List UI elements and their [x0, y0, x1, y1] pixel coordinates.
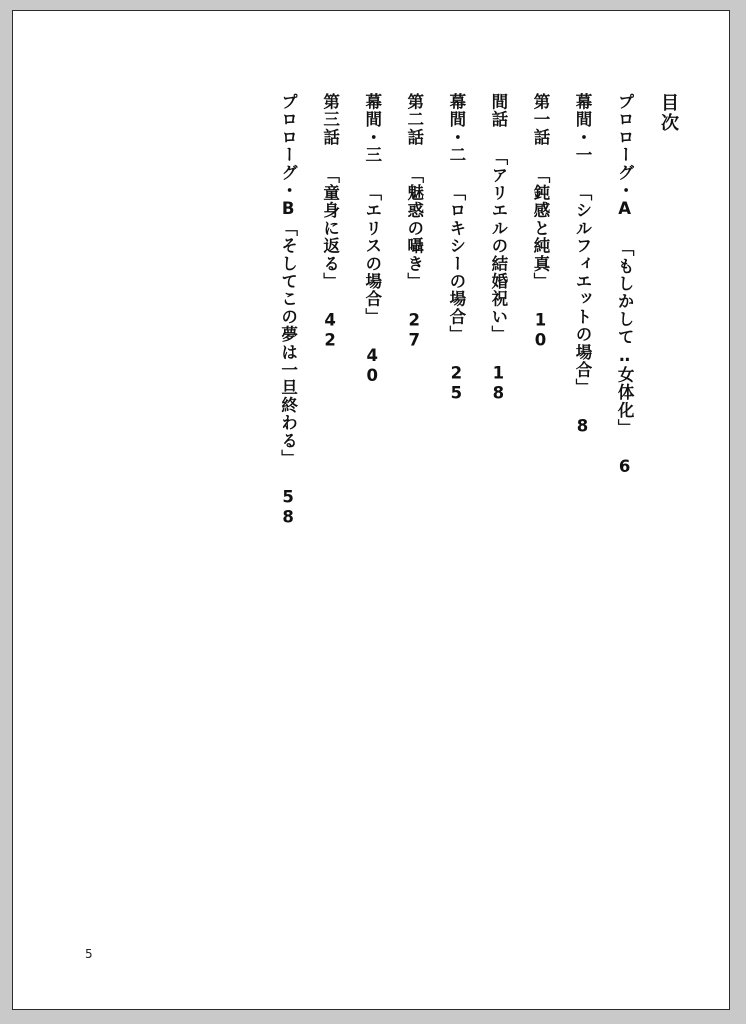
toc-entry-page: 8: [573, 416, 593, 437]
toc-entry-page: 18: [488, 363, 508, 404]
toc-entry-page: 40: [362, 345, 382, 387]
toc-entry-label: プロローグ・B「そしてこの夢は一旦終わる」: [278, 93, 298, 468]
table-of-contents: [267, 93, 691, 893]
toc-entry-label: 第三話 「童身に返る」: [320, 93, 340, 291]
toc-entry-page: 10: [530, 310, 550, 351]
toc-entry[interactable]: [561, 93, 603, 893]
toc-entry[interactable]: [435, 93, 477, 893]
toc-entry-page: 58: [278, 487, 298, 528]
document-page: [12, 10, 730, 1010]
toc-entry-label: 第一話 「鈍感と純真」: [530, 93, 550, 291]
toc-entry-label: 幕間・一 「シルフィエットの場合」: [573, 93, 593, 397]
toc-entry-label: 幕間・三 「エリスの場合」: [362, 93, 382, 326]
toc-entry-label: 幕間・二 「ロキシーの場合」: [446, 93, 466, 344]
toc-entry[interactable]: [309, 93, 351, 893]
toc-entry[interactable]: [267, 93, 309, 893]
toc-entry[interactable]: [477, 93, 519, 893]
toc-entry-page: 25: [446, 363, 466, 404]
toc-heading: 目次: [658, 93, 679, 133]
toc-entry-page: 42: [320, 310, 340, 351]
toc-entry-label: 間話 「アリエルの結婚祝い」: [488, 93, 508, 344]
toc-entry-label: プロローグ・A 「もしかして‥女体化」: [615, 93, 635, 437]
toc-entry[interactable]: [519, 93, 561, 893]
toc-entry-page: 6: [615, 457, 635, 478]
toc-entry[interactable]: [351, 93, 393, 893]
toc-entry-label: 第二話 「魅惑の囁き」: [404, 93, 424, 291]
toc-entry[interactable]: [393, 93, 435, 893]
toc-entry-page: 27: [404, 310, 424, 351]
toc-entry[interactable]: [603, 93, 645, 893]
page-number: 5: [85, 947, 93, 961]
